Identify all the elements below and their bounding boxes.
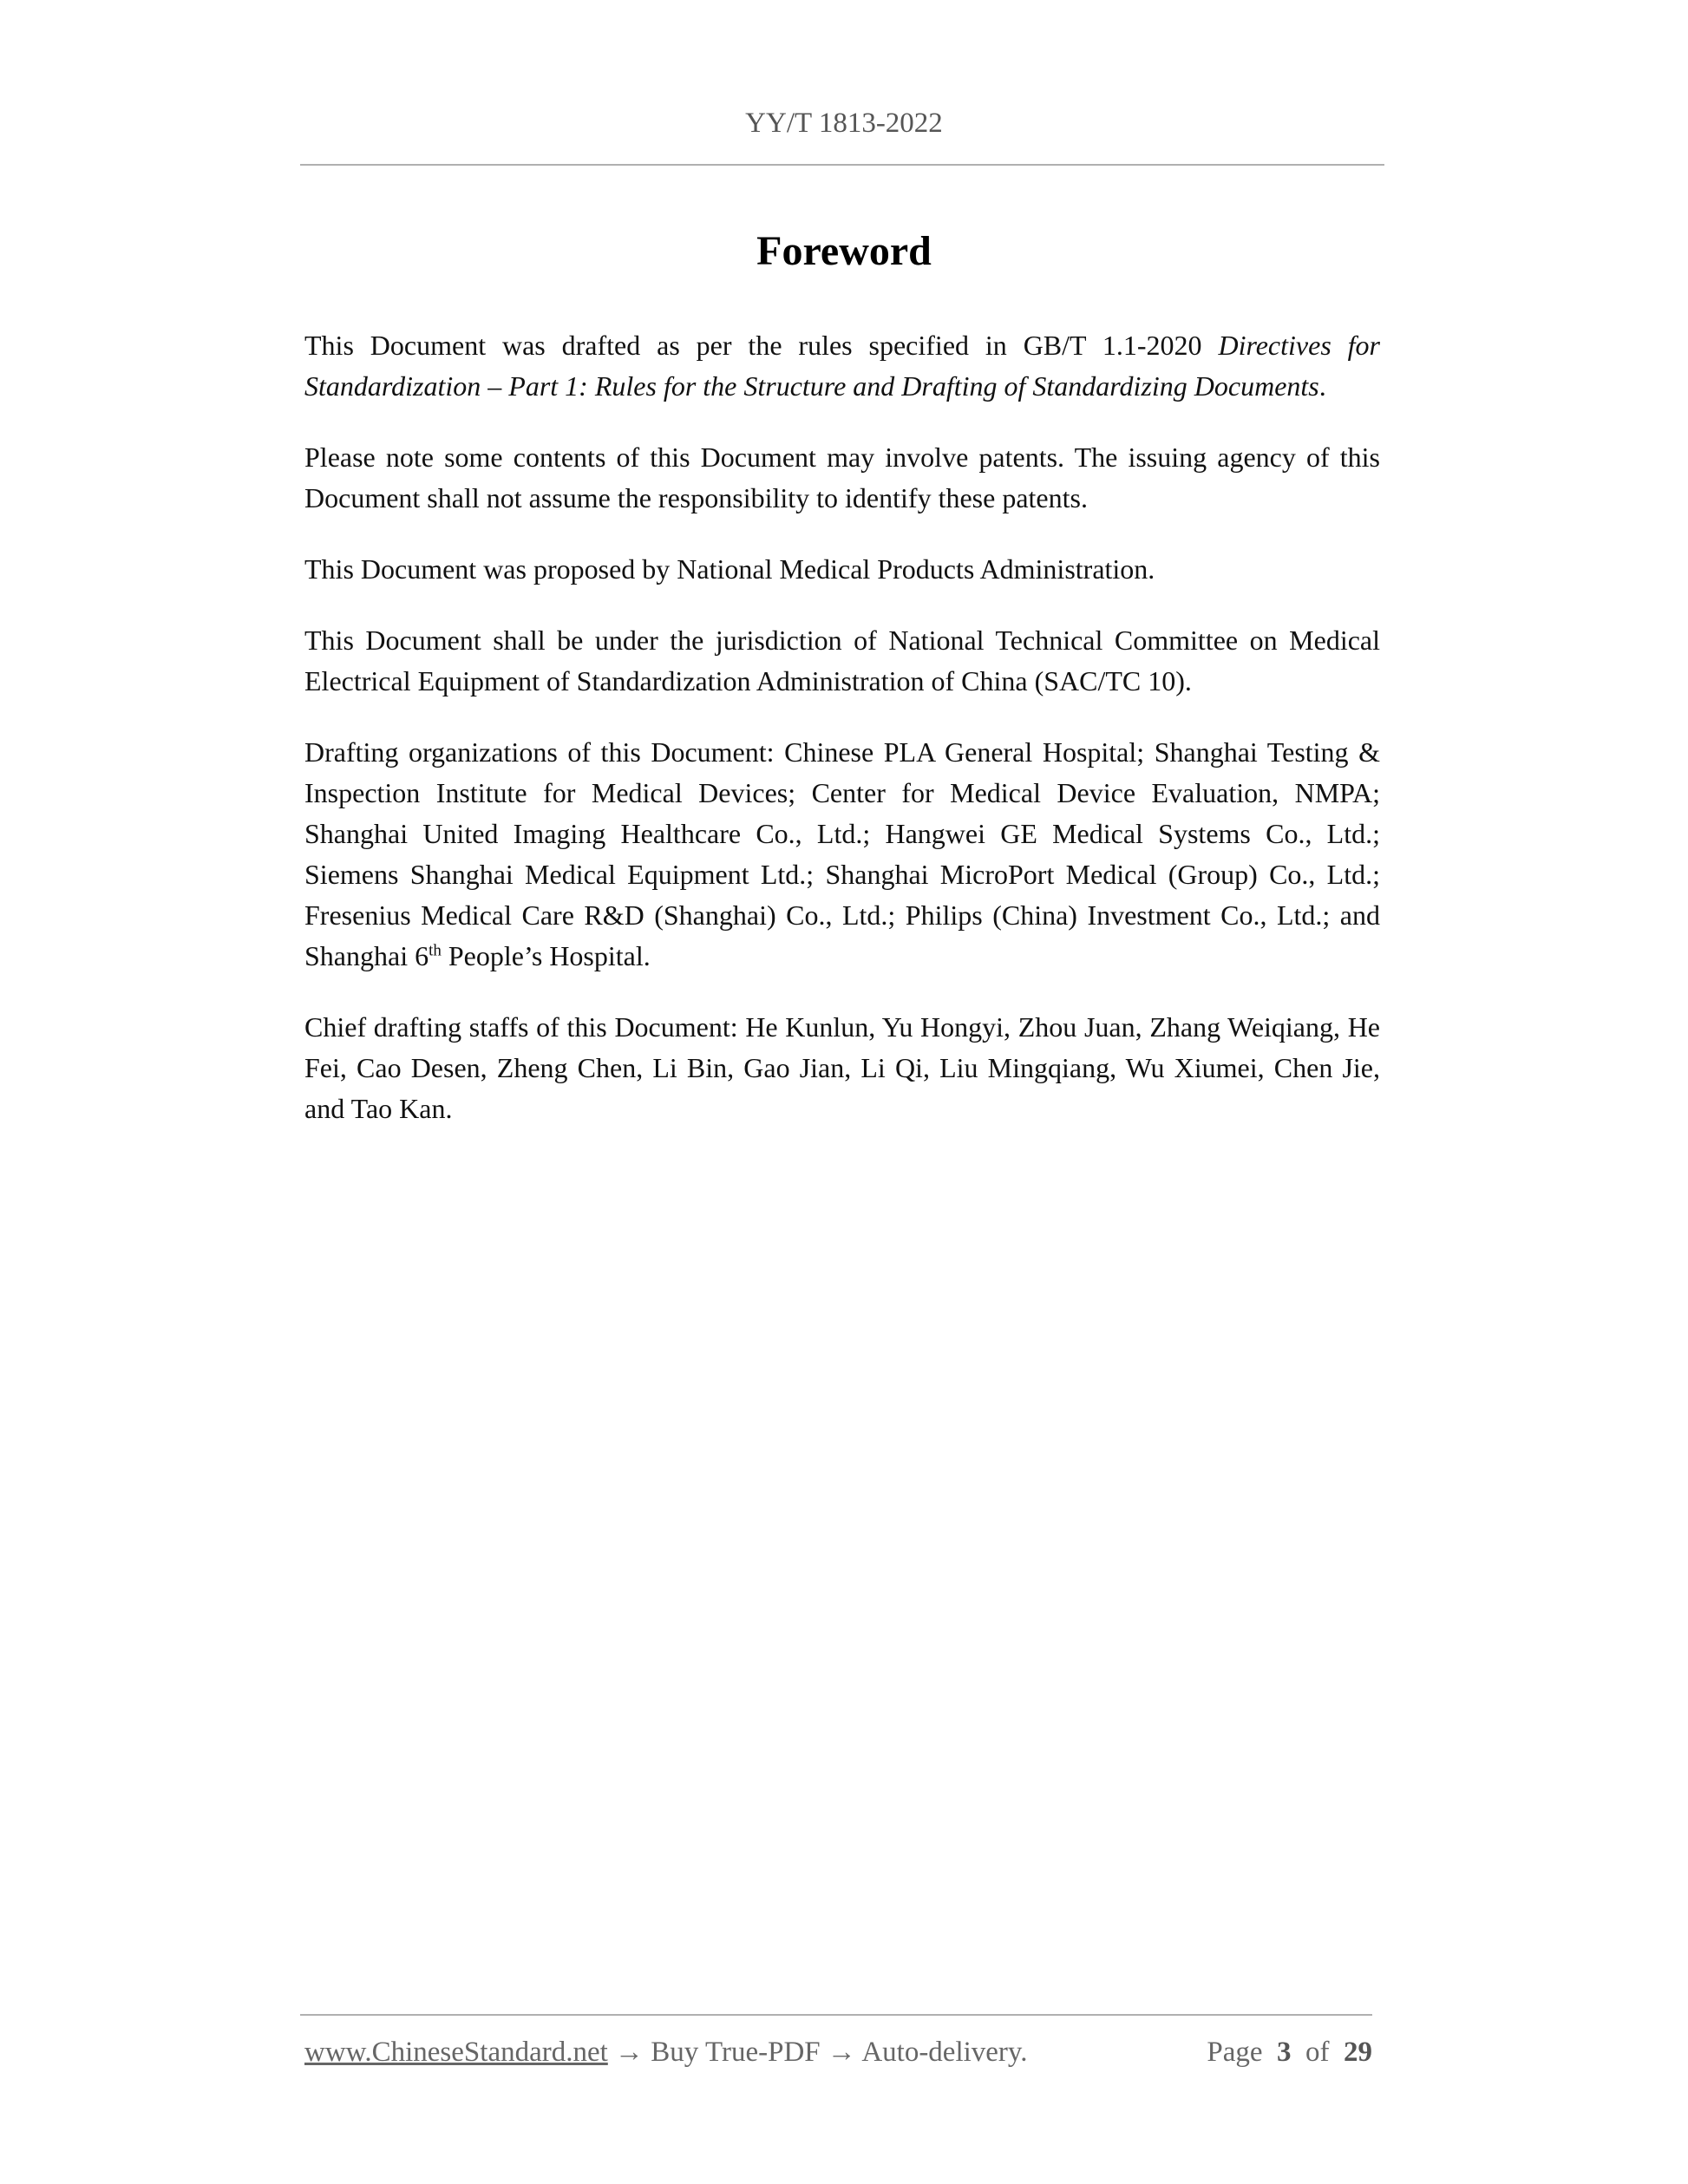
paragraph-proposed-by: This Document was proposed by National Medical Products Administration.	[304, 553, 1155, 585]
paragraph-drafting-staff: Chief drafting staffs of this Document: He Kunlun, Yu Hongyi, Zhou Juan, Zhang Weiqiang, He Fei, Cao Desen, Zheng Chen, Li Bin, Gao Jian, Li Qi, Liu Mingqiang, Wu Xiumei, Chen Jie, and Tao Kan.	[304, 1011, 1380, 1124]
footer-divider	[300, 2014, 1372, 2016]
ordinal-superscript: th	[429, 941, 442, 960]
document-code-header: YY/T 1813-2022	[745, 108, 943, 139]
paragraph-text: .	[1318, 370, 1326, 402]
page-indicator	[1207, 2037, 1372, 2069]
paragraph-jurisdiction: This Document shall be under the jurisdiction of National Technical Committee on Medical Electrical Equipment of Standardization Administration of China (SAC/TC 10).	[304, 624, 1380, 696]
buy-true-pdf-text: Buy True-PDF	[651, 2037, 821, 2068]
paragraph-text: People’s Hospital.	[441, 940, 651, 971]
page-title: Foreword	[756, 228, 932, 274]
footer-promo	[304, 2037, 1028, 2069]
paragraph-patents: Please note some contents of this Document may involve patents. The issuing agency of this Document shall not assume the responsibility to identify these patents.	[304, 441, 1380, 513]
paragraph-text: This Document was drafted as per the rules specified in GB/T 1.1-2020	[304, 330, 1219, 361]
header-divider	[300, 164, 1384, 166]
page-label: Page	[1207, 2037, 1263, 2068]
arrow-right-icon: →	[827, 2037, 856, 2068]
arrow-right-icon: →	[615, 2037, 644, 2068]
website-link[interactable]: www.ChineseStandard.net	[304, 2037, 608, 2068]
paragraph-drafting-rules	[304, 325, 1380, 407]
document-body	[304, 325, 1380, 1160]
paragraph-drafting-organizations	[304, 732, 1380, 977]
current-page-number: 3	[1277, 2037, 1292, 2068]
paragraph-text: Drafting organizations of this Document: Chinese PLA General Hospital; Shanghai Testing & Inspection Institute for Medical Devices; Center for Medical Device Evaluation, NMPA; Shanghai United Imaging Healthcare Co., Ltd.; Hangwei GE Medical Systems Co., Ltd.; Siemens Shanghai Medical Equipment Ltd.; Shanghai MicroPort Medical (Group) Co., Ltd.; Fresenius Medical Care R&D (Shanghai) Co., Ltd.; Philips (China) Investment Co., Ltd.; and Shanghai 6	[304, 736, 1380, 971]
of-label: of	[1305, 2037, 1330, 2068]
auto-delivery-text: Auto-delivery.	[861, 2037, 1028, 2068]
total-pages-number: 29	[1344, 2037, 1372, 2068]
paragraph-italic-title: Directives for Standardization – Part 1: Rules for the Structure and Drafting of Standardizing Documents	[304, 330, 1381, 402]
